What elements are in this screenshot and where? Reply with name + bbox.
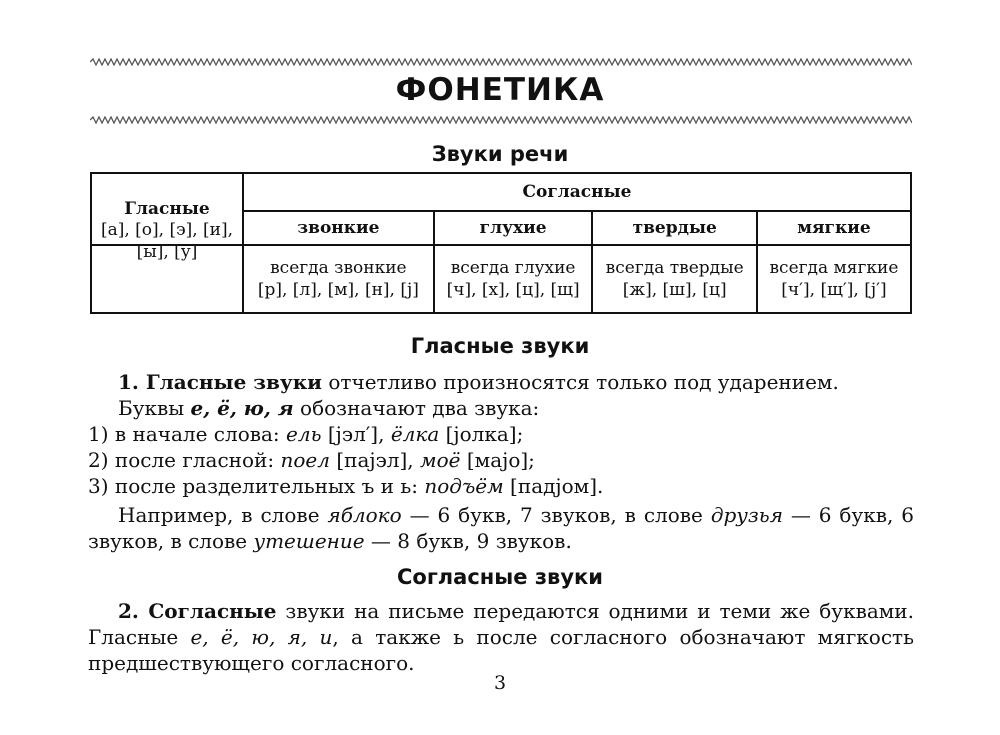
vowels-list-line-2: [ы], [у] [136, 242, 198, 262]
text: звуки на письме передаются одними и теми же буквами. Гласные [88, 599, 914, 649]
letters-e-yo-yu-ya: е, ё, ю, я [190, 396, 294, 420]
voiced-cell [243, 245, 434, 313]
page-number: 3 [493, 672, 507, 694]
text: , а также [332, 625, 454, 649]
text: — 6 букв, 6 звуков, в слове [88, 503, 914, 553]
list-item-word-start [88, 421, 914, 447]
text: после согласного обозначают мягкость предшествующего согласного. [88, 625, 915, 675]
voiced-header: звонкие [243, 211, 434, 245]
transcription: [jолка]; [439, 422, 524, 446]
vowels-cell [91, 207, 243, 275]
page-title: ФОНЕТИКА [395, 72, 605, 108]
text: Например, в слове [118, 503, 328, 527]
example-word: поел [280, 448, 330, 472]
voiceless-sounds: [ч], [х], [ц], [щ] [446, 280, 580, 300]
example-word: ёлка [390, 422, 440, 446]
transcription: [маjо]; [460, 448, 535, 472]
text: Буквы [118, 396, 191, 420]
text: отчетливо произносятся только под ударением. [322, 370, 839, 394]
example-word: моё [420, 448, 461, 472]
soft-cell [757, 245, 911, 313]
voiced-sounds: [р], [л], [м], [н], [j] [257, 280, 419, 300]
hard-cell [592, 245, 756, 313]
example-word: друзья [710, 503, 783, 527]
list-item-after-vowel [88, 447, 914, 473]
voiceless-note: всегда глухие [450, 258, 576, 278]
section-title-speech-sounds: Звуки речи [431, 142, 569, 166]
soft-header: мягкие [757, 211, 911, 245]
vowels-list-line-1: [а], [о], [э], [и], [100, 220, 234, 240]
text: — 8 букв, 9 звуков. [364, 529, 572, 553]
list-item-after-separators [88, 473, 914, 499]
text: — 6 букв, 7 звуков, в слове [401, 503, 711, 527]
transcription: [пajэл], [329, 448, 421, 472]
paragraph-consonants-rule-2 [88, 598, 914, 676]
term-consonants: 2. Согласные [118, 599, 277, 623]
voiced-note: всегда звонкие [270, 258, 407, 278]
soft-sounds: [ч′], [щ′], [j′] [781, 280, 887, 300]
example-word: утешение [253, 529, 365, 553]
vowels-header: Гласные [91, 173, 243, 245]
voiceless-cell [434, 245, 593, 313]
hard-sounds: [ж], [ш], [ц] [622, 280, 727, 300]
soft-sign: ь [453, 625, 465, 649]
voiceless-header: глухие [434, 211, 593, 245]
example-word: яблоко [327, 503, 402, 527]
paragraph-vowels-rule-1 [88, 369, 914, 395]
separator-signs: ъ и ь [361, 474, 412, 498]
transcription: [jэл′], [321, 422, 391, 446]
soft-note: всегда мягкие [769, 258, 899, 278]
paragraph-letters-two-sounds [88, 395, 914, 421]
transcription: [падjом]. [503, 474, 604, 498]
hard-header: твердые [592, 211, 756, 245]
hard-note: всегда твердые [605, 258, 744, 278]
speech-sounds-table [90, 172, 912, 314]
paragraph-example-counts [88, 502, 914, 554]
decorative-wavy-rule-top [90, 58, 912, 66]
text: 2) после гласной: [88, 448, 281, 472]
softening-letters: е, ё, ю, я, и [190, 625, 333, 649]
text: 3) после разделительных [88, 474, 362, 498]
example-word: ель [286, 422, 322, 446]
section-title-vowels: Гласные звуки [410, 334, 590, 358]
decorative-wavy-rule-bottom [90, 116, 912, 124]
example-word: подъём [424, 474, 504, 498]
text: обозначают два звука: [293, 396, 540, 420]
section-title-consonants: Согласные звуки [396, 565, 603, 589]
text: 1) в начале слова: [88, 422, 287, 446]
consonants-header: Согласные [243, 173, 911, 211]
term-vowel-sounds: 1. Гласные звуки [118, 370, 323, 394]
text: : [411, 474, 425, 498]
